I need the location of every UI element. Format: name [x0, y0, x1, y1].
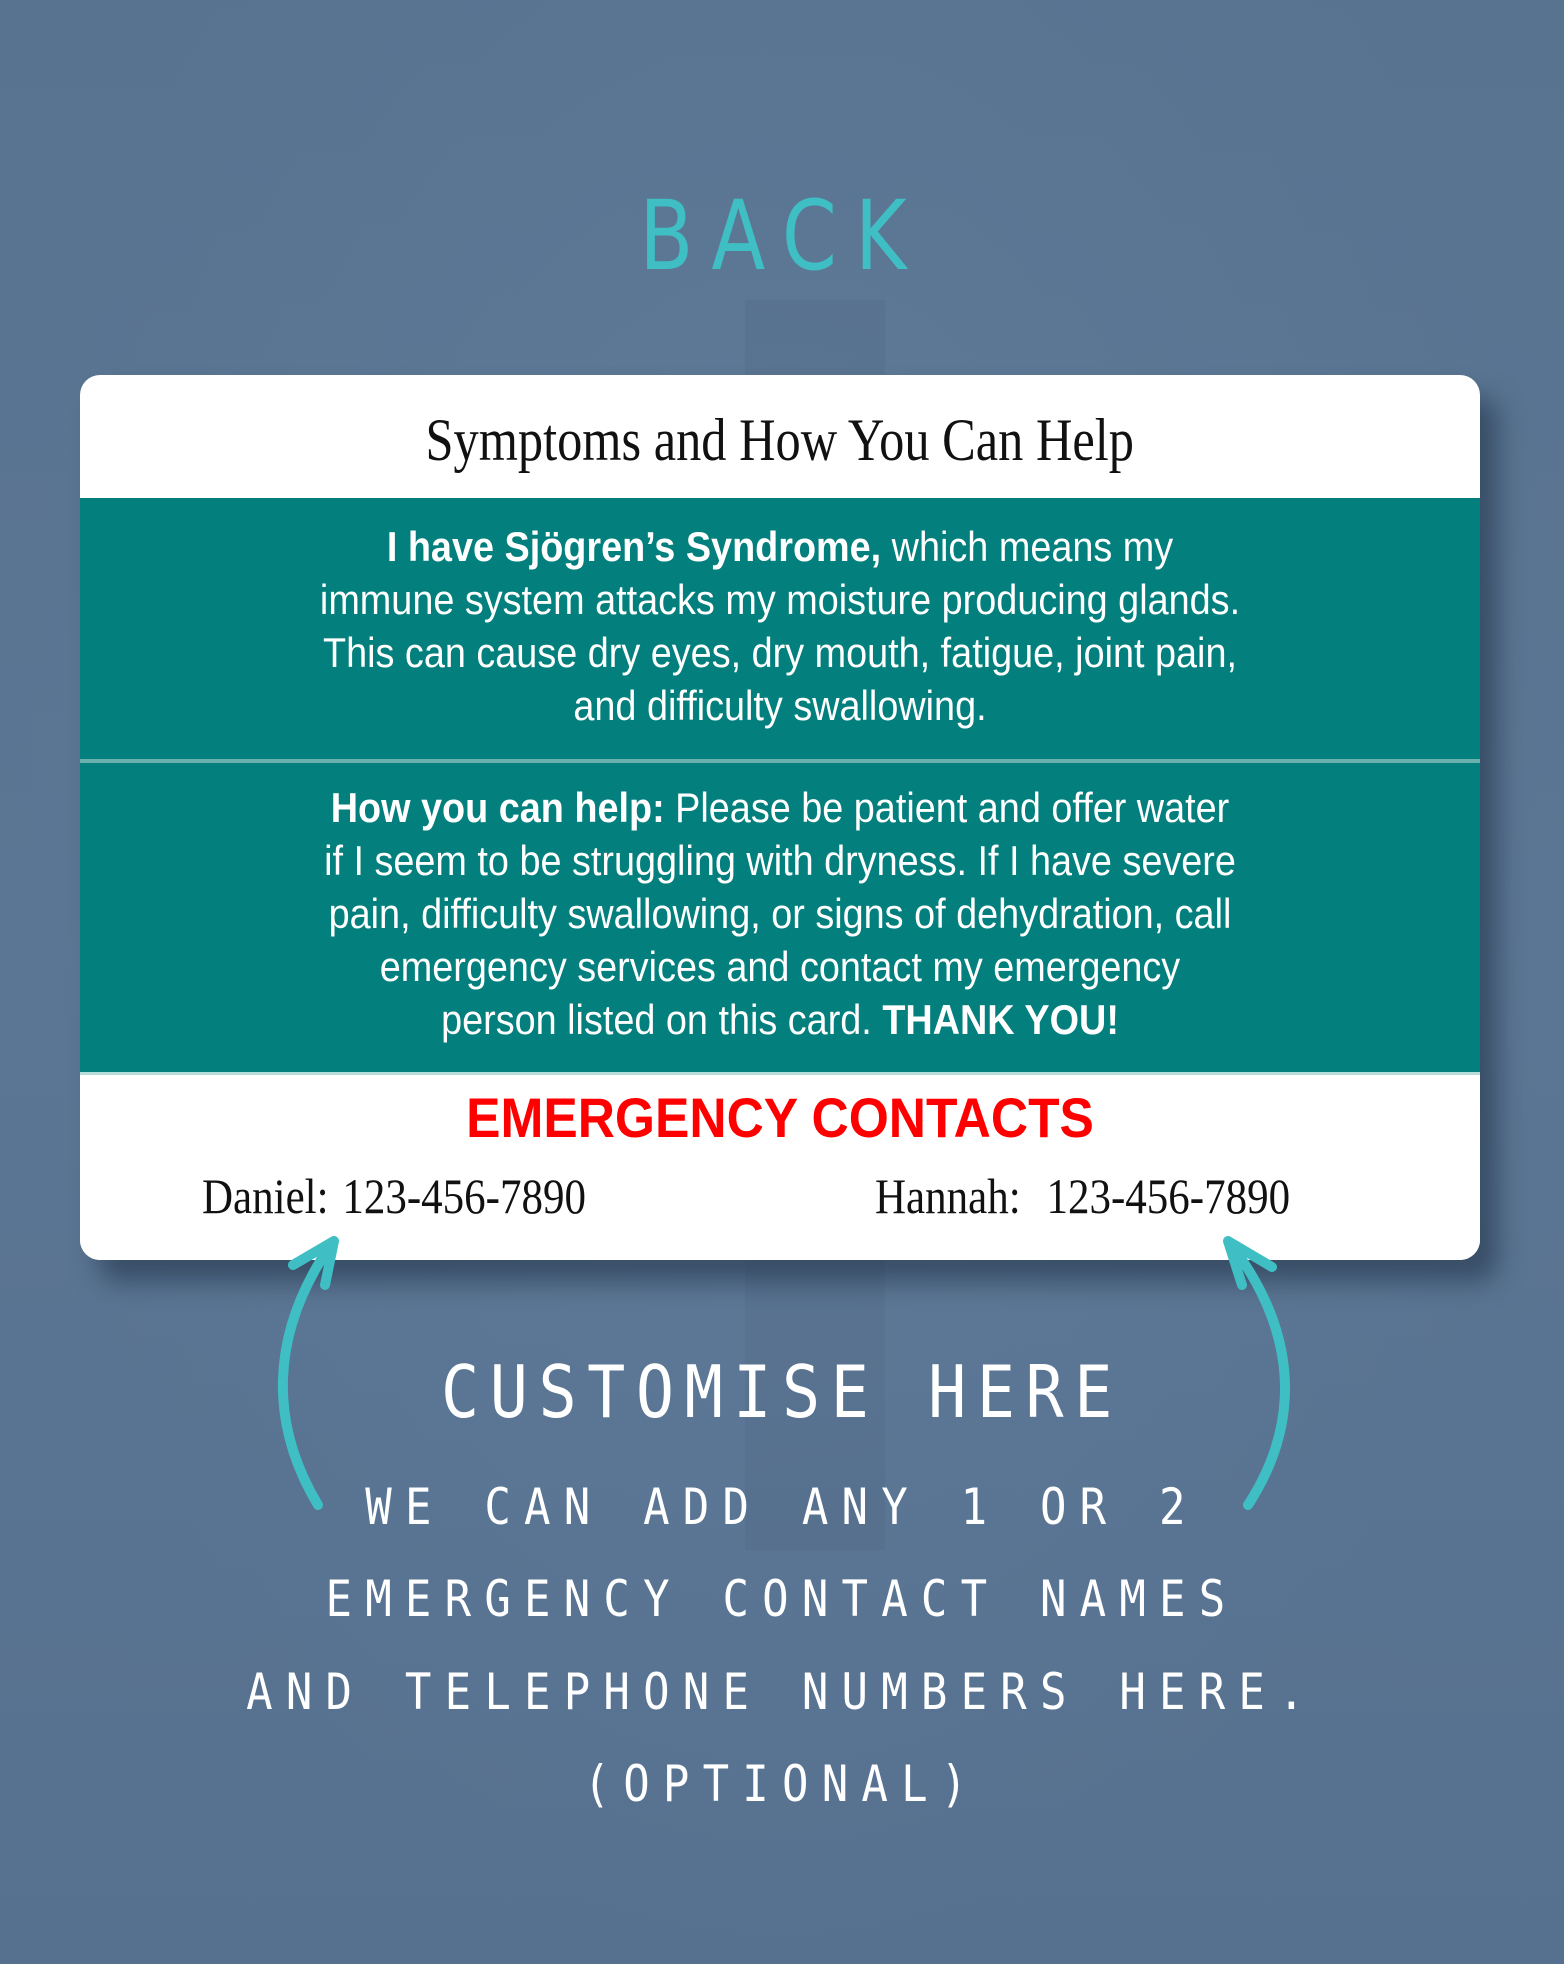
contact-phone: 123-456-7890 — [1046, 1168, 1291, 1224]
customise-line-4: (OPTIONAL) — [583, 1755, 981, 1813]
emergency-title: EMERGENCY CONTACTS — [466, 1086, 1094, 1149]
customise-line-1: WE CAN ADD ANY 1 OR 2 — [365, 1478, 1199, 1536]
help-line-1: Please be patient and offer water — [664, 784, 1230, 831]
contact-name: Hannah: — [875, 1168, 1021, 1224]
emergency-contact-2 — [875, 1167, 1290, 1225]
condition-line-3: This can cause dry eyes, dry mouth, fatigue, joint pain, — [323, 629, 1237, 676]
thank-you: THANK YOU! — [882, 996, 1119, 1043]
help-line-4: emergency services and contact my emergency — [379, 943, 1181, 990]
card-title: Symptoms and How You Can Help — [425, 407, 1135, 473]
emergency-contact-1 — [202, 1167, 586, 1225]
condition-line-4: and difficulty swallowing. — [573, 682, 987, 729]
card-header — [80, 375, 1480, 498]
condition-line-2: immune system attacks my moisture producing glands. — [319, 576, 1241, 623]
condition-section — [80, 498, 1480, 759]
customise-line-3: AND TELEPHONE NUMBERS HERE. — [246, 1663, 1318, 1721]
help-text — [150, 763, 1410, 1046]
medical-card-back — [80, 375, 1480, 1260]
help-lead: How you can help: — [330, 784, 665, 831]
customise-line-2: EMERGENCY CONTACT NAMES — [325, 1570, 1239, 1628]
condition-lead: I have Sjögren’s Syndrome, — [386, 523, 882, 570]
page-heading: BACK — [639, 180, 925, 292]
help-line-5: person listed on this card. — [441, 996, 883, 1043]
help-line-3: pain, difficulty swallowing, or signs of dehydration, call — [328, 890, 1232, 937]
help-line-2: if I seem to be struggling with dryness. If I have severe — [324, 837, 1236, 884]
condition-text — [150, 498, 1410, 732]
condition-line-1: which means my — [881, 523, 1174, 570]
contact-name: Daniel: — [202, 1168, 329, 1224]
contact-phone: 123-456-7890 — [342, 1168, 586, 1224]
help-section — [80, 763, 1480, 1072]
customise-title: CUSTOMISE HERE — [441, 1350, 1123, 1434]
